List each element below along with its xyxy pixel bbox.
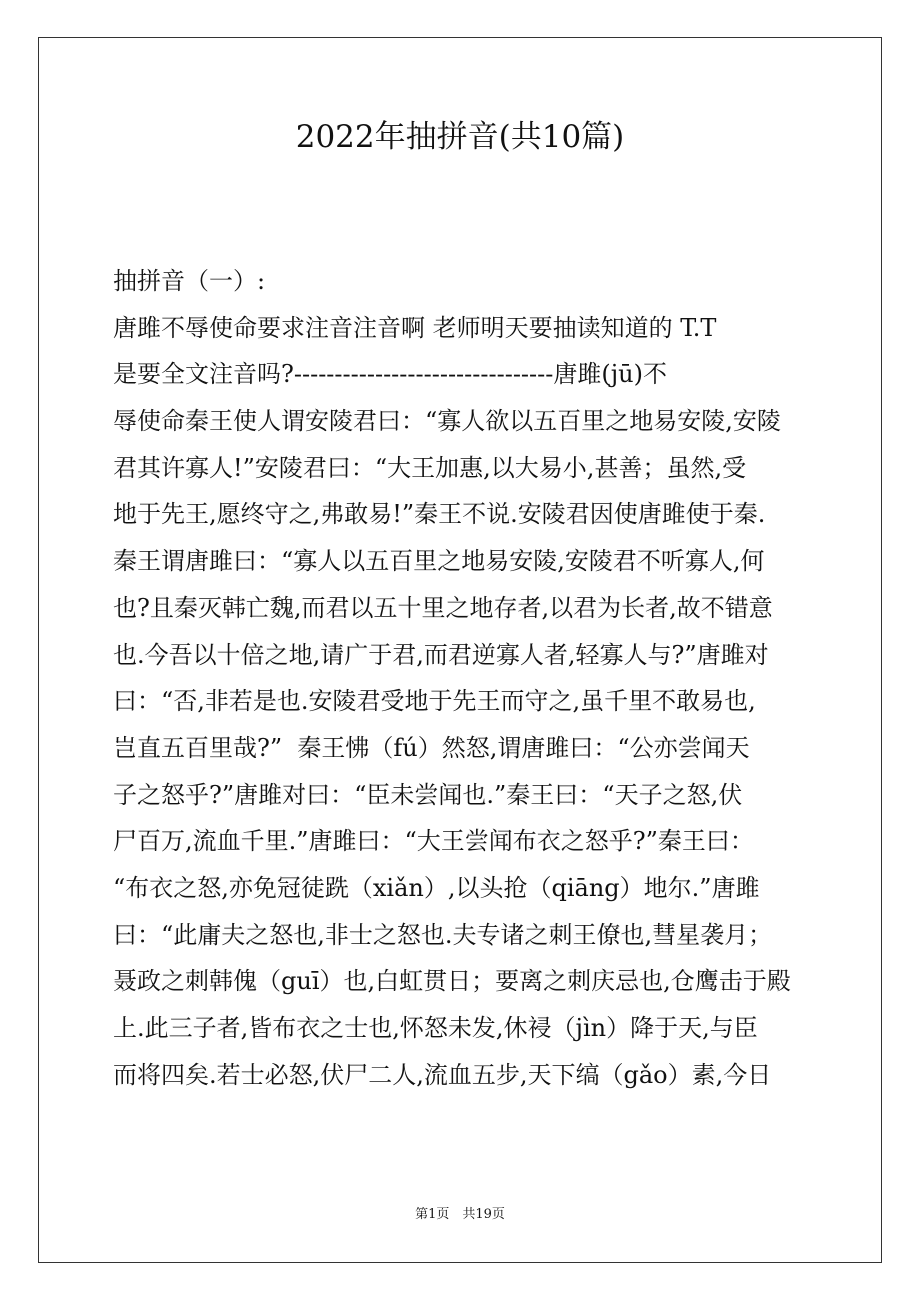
text-line: 也?且秦灭韩亡魏,而君以五十里之地存者,以君为长者,故不错意 [113,593,773,622]
text-line: 子之怒乎?”唐雎对曰：“臣未尝闻也.”秦王曰：“天子之怒,伏 [113,780,743,809]
text-line: 上.此三子者,皆布衣之士也,怀怒未发,休祲（jìn）降于天,与臣 [113,1014,758,1042]
text-line: 君其许寡人!”安陵君曰：“大王加惠,以大易小,甚善；虽然,受 [113,453,747,482]
text-line: 曰：“此庸夫之怒也,非士之怒也.夫专诸之刺王僚也,彗星袭月； [113,920,773,949]
text-line: 是要全文注音吗?--------------------------------唐雎(jū)不 [113,360,667,389]
document-body [113,258,825,1098]
text-line: 地于先王,愿终守之,弗敢易!”秦王不说.安陵君因使唐雎使于秦. [113,500,766,529]
document-title: 2022年抽拼音(共10篇) [295,119,625,155]
text-line: 也.今吾以十倍之地,请广于君,而君逆寡人者,轻寡人与?”唐雎对 [113,640,769,669]
text-line: 抽拼音（一）: [113,267,266,295]
text-line: “布衣之怒,亦免冠徒跣（xiǎn）,以头抢（qiāng）地尔.”唐雎 [113,873,760,902]
text-line: 秦王谓唐雎曰：“寡人以五百里之地易安陵,安陵君不听寡人,何 [113,547,765,576]
text-line: 聂政之刺韩傀（guī）也,白虹贯日；要离之刺庆忌也,仓鹰击于殿 [113,967,791,996]
text-line: 岂直五百里哉?” 秦王怫（fú）然怒,谓唐雎曰：“公亦尝闻天 [113,733,750,762]
text-line: 而将四矣.若士必怒,伏尸二人,流血五步,天下缟（gǎo）素,今日 [113,1060,772,1089]
text-line: 尸百万,流血千里.”唐雎曰：“大王尝闻布衣之怒乎?”秦王曰： [113,827,754,856]
page-footer: 第1页 共19页 [415,1207,505,1222]
text-line: 辱使命秦王使人谓安陵君曰：“寡人欲以五百里之地易安陵,安陵 [113,407,781,436]
text-line: 曰：“否,非若是也.安陵君受地于先王而守之,虽千里不敢易也, [113,687,756,716]
text-line: 唐雎不辱使命要求注音注音啊 老师明天要抽读知道的 T.T [113,313,717,342]
